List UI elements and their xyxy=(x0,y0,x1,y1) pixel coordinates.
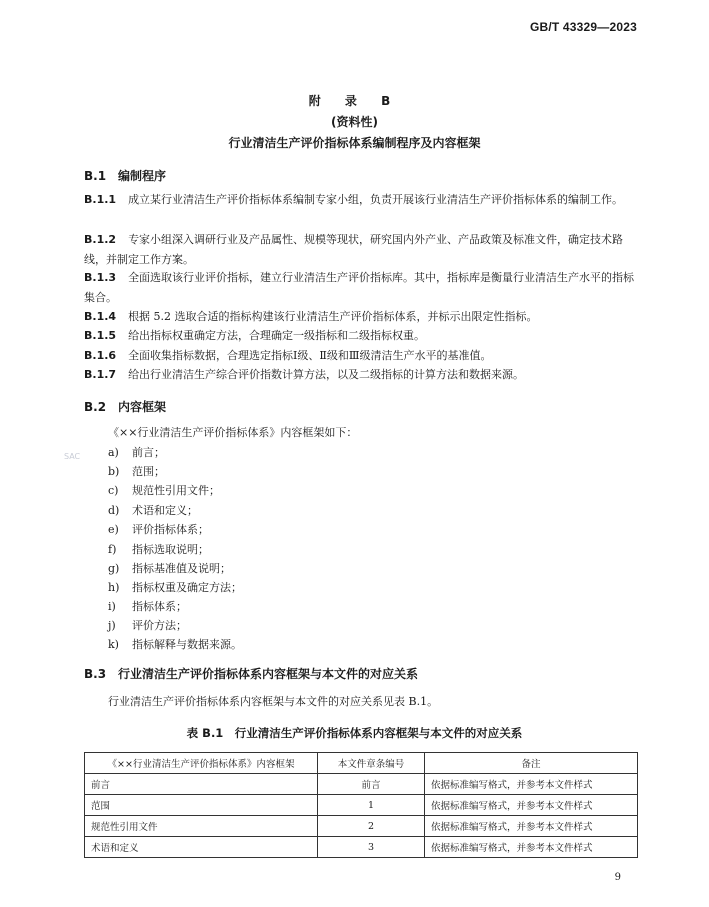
table-row xyxy=(85,774,638,795)
table-cell: 术语和定义 xyxy=(85,837,318,858)
list-item xyxy=(108,521,209,537)
list-item xyxy=(108,636,242,652)
clause-text: 根据 5.2 选取合适的指标构建该行业清洁生产评价指标体系，并标示出限定性指标。 xyxy=(128,310,538,323)
list-text: 指标权重及确定方法； xyxy=(132,581,242,594)
table-row xyxy=(85,816,638,837)
list-item xyxy=(108,617,187,633)
list-marker: a) xyxy=(108,446,119,459)
table-cell: 依据标准编写格式，并参考本文件样式 xyxy=(425,816,638,837)
section-title: 编制程序 xyxy=(118,169,167,183)
list-item xyxy=(108,482,220,498)
list-item xyxy=(108,560,231,576)
clause-text: 给出指标权重确定方法，合理确定一级指标和二级指标权重。 xyxy=(128,329,426,342)
table-cell: 前言 xyxy=(318,774,425,795)
appendix-nature: (资料性) xyxy=(331,115,378,129)
framework-intro: 《××行业清洁生产评价指标体系》内容框架如下： xyxy=(108,426,358,439)
column-header: 《××行业清洁生产评价指标体系》内容框架 xyxy=(85,753,318,774)
table-cell: 1 xyxy=(318,795,425,816)
correspondence-table xyxy=(84,752,638,858)
section-number: B.1 xyxy=(84,169,107,183)
clause-text: 全面选取该行业评价指标，建立行业清洁生产评价指标库。其中，指标库是衡量行业清洁生产水平的指标集合。 xyxy=(84,271,635,304)
clause-label: B.1.6 xyxy=(84,349,117,362)
table-cell: 依据标准编写格式，并参考本文件样式 xyxy=(425,774,638,795)
clause-b12 xyxy=(84,230,638,270)
clause-label: B.1.5 xyxy=(84,329,117,342)
list-marker: j) xyxy=(108,619,116,632)
list-marker: b) xyxy=(108,465,120,478)
clause-text: 全面收集指标数据，合理选定指标Ⅰ级、Ⅱ级和Ⅲ级清洁生产水平的基准值。 xyxy=(128,349,492,362)
clause-b16 xyxy=(84,346,638,366)
appendix-title: 附 录 B xyxy=(308,94,401,108)
list-item xyxy=(108,463,165,479)
table-cell: 规范性引用文件 xyxy=(85,816,318,837)
clause-b15 xyxy=(84,326,638,346)
list-marker: d) xyxy=(108,504,120,517)
clause-text: 专家小组深入调研行业及产品属性、规模等现状，研究国内外产业、产品政策及标准文件，确定技术路线，并制定工作方案。 xyxy=(84,233,624,266)
list-text: 范围； xyxy=(132,465,165,478)
list-text: 术语和定义； xyxy=(132,504,198,517)
list-item xyxy=(108,598,187,614)
section-number: B.3 xyxy=(84,667,107,681)
table-header-row xyxy=(85,753,638,774)
clause-label: B.1.3 xyxy=(84,271,117,284)
section-title: 内容框架 xyxy=(118,400,167,414)
table-cell: 依据标准编写格式，并参考本文件样式 xyxy=(425,837,638,858)
standard-code: GB/T 43329—2023 xyxy=(529,20,637,34)
list-marker: f) xyxy=(108,543,117,556)
clause-text: 成立某行业清洁生产评价指标体系编制专家小组，负责开展该行业清洁生产评价指标体系的编制工作。 xyxy=(128,193,624,206)
list-text: 评价指标体系； xyxy=(132,523,209,536)
list-text: 规范性引用文件； xyxy=(132,484,220,497)
appendix-heading: 行业清洁生产评价指标体系编制程序及内容框架 xyxy=(228,136,481,150)
list-marker: g) xyxy=(108,562,120,575)
list-marker: k) xyxy=(108,638,119,651)
list-text: 指标解释与数据来源。 xyxy=(132,638,242,651)
table-reference-text: 行业清洁生产评价指标体系内容框架与本文件的对应关系见表 B.1。 xyxy=(108,695,439,708)
list-text: 指标基准值及说明； xyxy=(132,562,231,575)
list-text: 指标选取说明； xyxy=(132,543,209,556)
clause-b14 xyxy=(84,307,638,327)
section-b2-heading xyxy=(84,398,166,415)
table-row xyxy=(85,795,638,816)
list-item xyxy=(108,541,209,557)
clause-label: B.1.2 xyxy=(84,233,117,246)
list-item xyxy=(108,502,198,518)
table-cell: 2 xyxy=(318,816,425,837)
list-text: 前言； xyxy=(132,446,165,459)
table-cell: 3 xyxy=(318,837,425,858)
section-b1-heading xyxy=(84,167,166,184)
column-header: 备注 xyxy=(425,753,638,774)
clause-b17 xyxy=(84,365,638,385)
list-item xyxy=(108,444,165,460)
list-marker: i) xyxy=(108,600,116,613)
section-b3-heading xyxy=(84,665,418,682)
table-cell: 前言 xyxy=(85,774,318,795)
list-marker: h) xyxy=(108,581,120,594)
table-row xyxy=(85,837,638,858)
table-caption: 表 B.1 行业清洁生产评价指标体系内容框架与本文件的对应关系 xyxy=(186,726,523,740)
table-cell: 范围 xyxy=(85,795,318,816)
list-marker: c) xyxy=(108,484,119,497)
list-marker: e) xyxy=(108,523,119,536)
list-item xyxy=(108,579,242,595)
column-header: 本文件章条编号 xyxy=(318,753,425,774)
section-number: B.2 xyxy=(84,400,107,414)
clause-label: B.1.1 xyxy=(84,193,117,206)
section-title: 行业清洁生产评价指标体系内容框架与本文件的对应关系 xyxy=(118,667,419,681)
clause-b13 xyxy=(84,268,638,308)
table-cell: 依据标准编写格式，并参考本文件样式 xyxy=(425,795,638,816)
clause-b11 xyxy=(84,190,638,210)
clause-label: B.1.7 xyxy=(84,368,117,381)
watermark-stamp: SAC xyxy=(64,452,81,461)
page-number: 9 xyxy=(614,872,621,883)
clause-label: B.1.4 xyxy=(84,310,117,323)
list-text: 指标体系； xyxy=(132,600,187,613)
clause-text: 给出行业清洁生产综合评价指数计算方法，以及二级指标的计算方法和数据来源。 xyxy=(128,368,525,381)
list-text: 评价方法； xyxy=(132,619,187,632)
